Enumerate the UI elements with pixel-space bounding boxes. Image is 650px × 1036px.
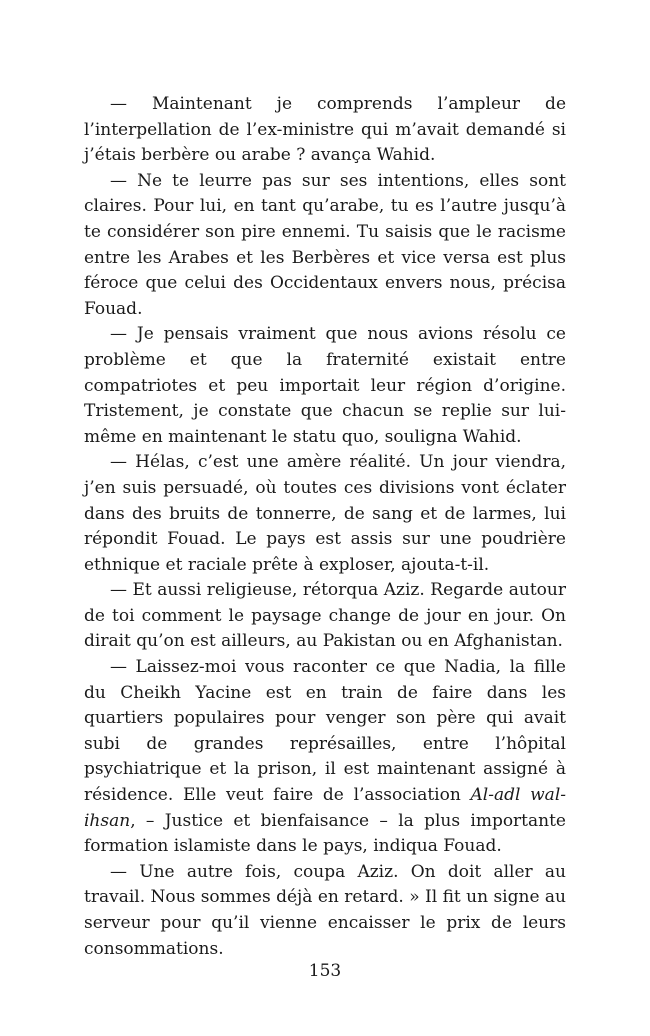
paragraph-5: — Et aussi religieuse, rétorqua Aziz. Regarde autour de toi comment le paysage change de jour en jour. On dirait qu’on est ailleurs, au Pakistan ou en Afghanistan. [84, 580, 566, 652]
page-number: 153 [308, 961, 342, 981]
paragraph-6 [84, 655, 566, 860]
paragraph-2: — Ne te leurre pas sur ses intentions, elles sont claires. Pour lui, en tant qu’arabe, tu es l’autre jusqu’à te considérer son pire ennemi. Tu saisis que le racisme entre les Arabes et les Berbères et vice versa est plus féroce que celui des Occidentaux envers nous, précisa Fouad. [84, 170, 566, 319]
paragraph-7: — Une autre fois, coupa Aziz. On doit aller au travail. Nous sommes déjà en retard. » Il fit un signe au serveur pour qu’il vienne encaisser le prix de leurs consommations. [84, 861, 567, 959]
paragraph-3: — Je pensais vraiment que nous avions résolu ce problème et que la fraternité existait entre compatriotes et peu importait leur région d’origine. Tristement, je constate que chacun se replie sur lui-même en maintenant le statu quo, souligna Wahid. [84, 324, 566, 447]
paragraph-6-before: — Laissez-moi vous raconter ce que Nadia, la fille du Cheikh Yacine est en train de faire dans les quartiers populaires pour venger son père qui avait subi de grandes représailles, entre l’hôpital psychiatrique et la prison, il est maintenant assigné à résidence. Elle veut faire de l’association [84, 657, 566, 806]
association-name-italic: Al-adl wal-ihsan [84, 785, 566, 831]
paragraph-6-after: , – Justice et bienfaisance – la plus importante formation islamiste dans le pays, indiqua Fouad. [84, 810, 566, 857]
page-body [84, 92, 566, 962]
paragraph-1: — Maintenant je comprends l’ampleur de l’interpellation de l’ex-ministre qui m’avait demandé si j’étais berbère ou arabe ? avança Wahid. [84, 94, 566, 166]
paragraph-4: — Hélas, c’est une amère réalité. Un jour viendra, j’en suis persuadé, où toutes ces divisions vont éclater dans des bruits de tonnerre, de sang et de larmes, lui répondit Fouad. Le pays est assis sur une poudrière ethnique et raciale prête à exploser, ajouta-t-il. [84, 452, 566, 575]
